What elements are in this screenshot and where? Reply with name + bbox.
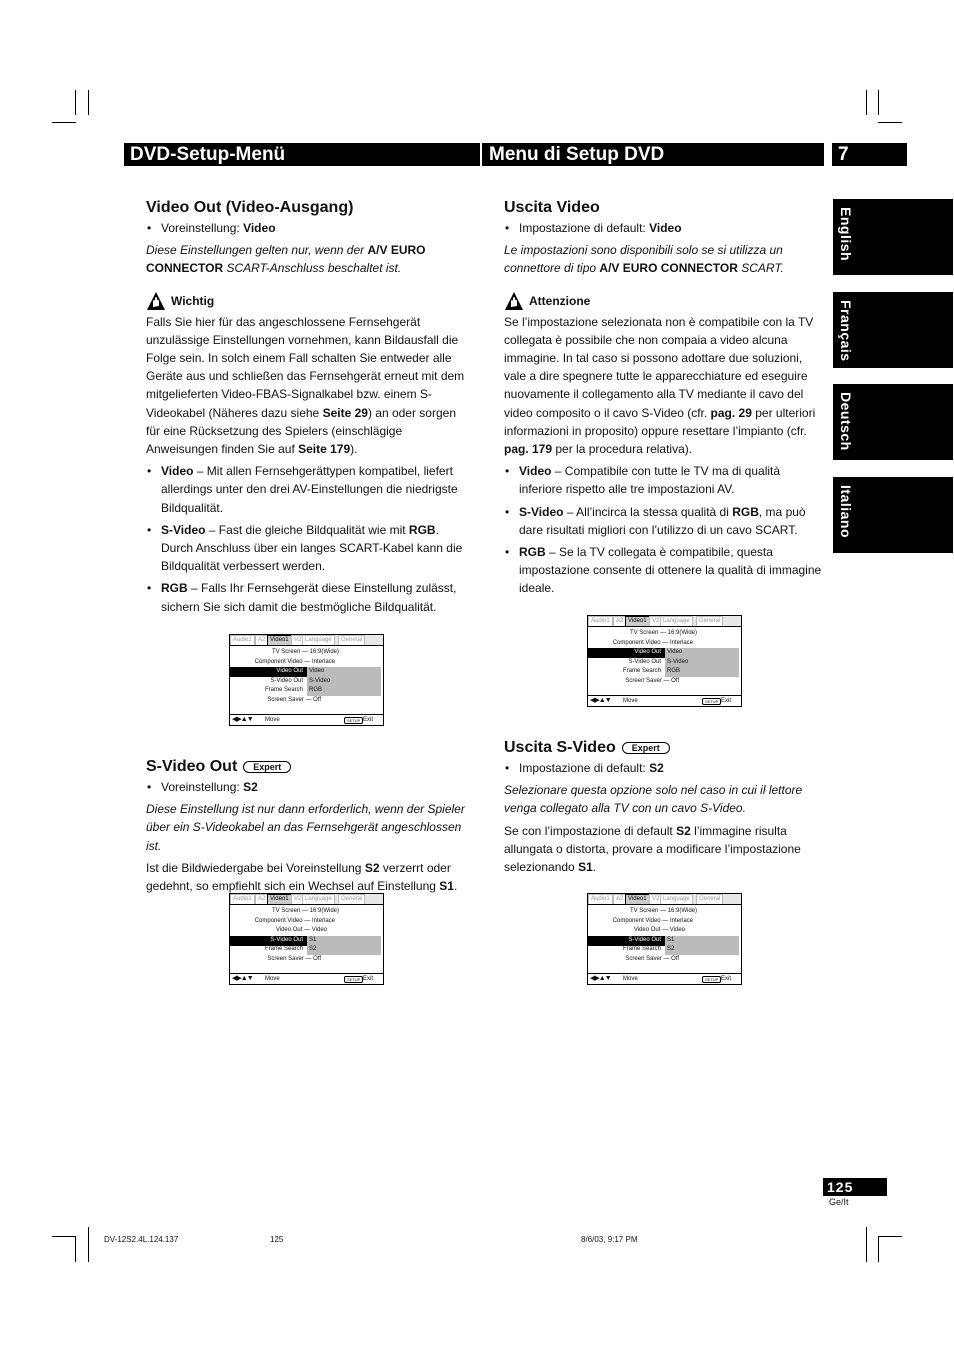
osd-tab: V2 bbox=[649, 894, 662, 904]
header-title-de: DVD-Setup-Menü bbox=[124, 143, 480, 166]
crop-mark bbox=[52, 1236, 76, 1237]
lang-tab-deutsch: Deutsch bbox=[833, 384, 953, 460]
osd-option: S2 bbox=[667, 946, 675, 952]
osd-option: RGB bbox=[309, 687, 323, 693]
osd-tabs bbox=[230, 635, 383, 646]
osd-footer bbox=[588, 973, 741, 984]
osd-tab: Audio1 bbox=[230, 635, 255, 645]
default-setting: • Impostazione di default: S2 bbox=[504, 759, 822, 777]
crop-mark bbox=[878, 122, 902, 123]
arrow-keys-icon: ◀▶▲▼ bbox=[590, 975, 611, 982]
section-title: Uscita S-Video Expert bbox=[504, 738, 822, 758]
osd-move-label: Move bbox=[623, 976, 638, 982]
default-setting: • Voreinstellung: S2 bbox=[146, 778, 466, 796]
osd-item: TV Screen — 16:9(Wide) bbox=[629, 630, 697, 636]
osd-item: Screen Saver — Off bbox=[625, 678, 679, 684]
expert-badge: Expert bbox=[243, 761, 291, 773]
osd-item: S-Video Out bbox=[628, 659, 661, 665]
setup-key-icon: SETUP bbox=[702, 698, 721, 705]
note: Le impostazioni sono disponibili solo se si utilizza un connettore di tipo A/V EURO CONNECTOR SCART. bbox=[504, 243, 784, 276]
osd-exit-label: Exit bbox=[363, 717, 374, 723]
osd-tab: General bbox=[696, 616, 723, 626]
crop-mark bbox=[88, 90, 89, 115]
osd-option: S1 bbox=[667, 937, 675, 943]
osd-tab: A2 bbox=[613, 894, 626, 904]
paragraph: Se con l’impostazione di default S2 l’immagine risulta allungata o distorta, provare a modificare l’impostazione selezionando S1. bbox=[504, 823, 801, 875]
osd-item: Frame Search bbox=[264, 946, 303, 952]
osd-item-selected: S-Video Out bbox=[588, 936, 665, 946]
arrow-keys-icon: ◀▶▲▼ bbox=[232, 975, 253, 982]
list-item: • Video – Mit allen Fernsehgerättypen kompatibel, liefert allerdings unter den drei AV-Einstellungen die niedrigste Bildqualität. bbox=[146, 462, 466, 517]
job-code: DV-12S2.4L.124.137 bbox=[104, 1235, 179, 1244]
osd-item: Frame Search bbox=[622, 668, 661, 674]
osd-tabs bbox=[230, 894, 383, 905]
osd-tab: Audio1 bbox=[588, 616, 613, 626]
osd-tab: Language bbox=[660, 616, 693, 626]
crop-mark bbox=[866, 90, 867, 115]
osd-item-selected: S-Video Out bbox=[230, 936, 307, 946]
de-videoout-section bbox=[146, 198, 466, 620]
osd-tab: General bbox=[338, 894, 365, 904]
osd-exit-label: Exit bbox=[363, 976, 374, 982]
osd-tab: V2 bbox=[649, 616, 662, 626]
it-svideo-section bbox=[504, 738, 822, 880]
osd-option: S-Video bbox=[309, 678, 331, 684]
osd-tab-active: Video1 bbox=[625, 894, 650, 904]
osd-option: Video bbox=[667, 649, 683, 655]
default-setting: • Voreinstellung: Video bbox=[146, 219, 466, 237]
de-svideo-section bbox=[146, 757, 466, 899]
osd-screen-svideo bbox=[229, 893, 384, 985]
osd-move-label: Move bbox=[265, 717, 280, 723]
section-title: S-Video Out Expert bbox=[146, 757, 466, 777]
list-item: • S-Video – All’incirca la stessa qualità di RGB, ma può dare risultati migliori con l’utilizzo di un cavo SCART. bbox=[504, 503, 822, 539]
list-item: • RGB – Falls Ihr Fernsehgerät diese Einstellung zulässt, sichern Sie sich damit die bestmögliche Bildqualität. bbox=[146, 579, 466, 615]
osd-exit-label: Exit bbox=[721, 698, 732, 704]
osd-tab: Language bbox=[302, 635, 335, 645]
osd-item: TV Screen — 16:9(Wide) bbox=[271, 908, 339, 914]
crop-mark bbox=[75, 90, 76, 115]
osd-item: Component Video — Interlace bbox=[254, 918, 335, 924]
osd-screen-svideo bbox=[587, 893, 742, 985]
osd-tab: A2 bbox=[255, 894, 268, 904]
osd-item-selected: Video Out bbox=[230, 667, 307, 677]
osd-tab: A2 bbox=[613, 616, 626, 626]
osd-item: Video Out — Video bbox=[275, 927, 327, 933]
osd-tab-active: Video1 bbox=[625, 616, 650, 626]
crop-mark bbox=[52, 122, 76, 123]
osd-footer bbox=[230, 714, 383, 725]
osd-tab-active: Video1 bbox=[267, 894, 292, 904]
setup-key-icon: SETUP bbox=[344, 717, 363, 724]
section-title: Uscita Video bbox=[504, 199, 600, 216]
osd-option: S1 bbox=[309, 937, 317, 943]
note: Diese Einstellungen gelten nur, wenn der A/V EURO CONNECTOR SCART-Anschluss beschaltet ist. bbox=[146, 243, 426, 276]
osd-screen-videoout bbox=[229, 634, 384, 726]
page-number: 125 bbox=[823, 1178, 887, 1196]
list-item: • RGB – Se la TV collegata è compatibile, questa impostazione consente di ottenere la qualità di immagine ideale. bbox=[504, 543, 822, 598]
osd-tab: General bbox=[696, 894, 723, 904]
osd-tab: Language bbox=[302, 894, 335, 904]
expert-badge: Expert bbox=[622, 742, 670, 754]
list-item: • Video – Compatibile con tutte le TV ma di qualità inferiore rispetto alle tre impostazioni AV. bbox=[504, 462, 822, 498]
arrow-keys-icon: ◀▶▲▼ bbox=[232, 716, 253, 723]
osd-tabs bbox=[588, 616, 741, 627]
it-videoout-section bbox=[504, 198, 822, 602]
crop-mark bbox=[88, 1227, 89, 1262]
osd-tab: A2 bbox=[255, 635, 268, 645]
lang-tab-english: English bbox=[833, 199, 953, 275]
osd-footer bbox=[230, 973, 383, 984]
osd-exit-label: Exit bbox=[721, 976, 732, 982]
setup-key-icon: SETUP bbox=[702, 976, 721, 983]
osd-tab: General bbox=[338, 635, 365, 645]
osd-option: S2 bbox=[309, 946, 317, 952]
osd-move-label: Move bbox=[265, 976, 280, 982]
crop-mark bbox=[878, 1236, 902, 1237]
setup-key-icon: SETUP bbox=[344, 976, 363, 983]
osd-tab: Audio1 bbox=[588, 894, 613, 904]
default-setting: • Impostazione di default: Video bbox=[504, 219, 822, 237]
warning-heading: Attenzione bbox=[504, 291, 822, 311]
page-number-small: 125 bbox=[270, 1235, 284, 1244]
arrow-keys-icon: ◀▶▲▼ bbox=[590, 697, 611, 704]
osd-item: S-Video Out bbox=[270, 678, 303, 684]
osd-option: Video bbox=[309, 668, 325, 674]
osd-tab: Audio1 bbox=[230, 894, 255, 904]
section-title: Video Out (Video-Ausgang) bbox=[146, 199, 354, 216]
osd-item: Component Video — Interlace bbox=[612, 640, 693, 646]
note: Diese Einstellung ist nur dann erforderlich, wenn der Spieler über ein S-Videokabel an das Fernsehgerät angeschlossen ist. bbox=[146, 802, 465, 853]
osd-screen-videoout bbox=[587, 615, 742, 707]
osd-item-selected: Video Out bbox=[588, 648, 665, 658]
osd-item: Screen Saver — Off bbox=[267, 697, 321, 703]
warning-hand-icon bbox=[504, 291, 524, 311]
osd-tab: V2 bbox=[291, 894, 304, 904]
warning-text: Se l’impostazione selezionata non è compatibile con la TV collegata è possibile che non compaia a video alcuna immagine. In tal caso si possono adottare due soluzioni, vale a dire spegnere tutte le apparecchiature ed eseguire nuovamente il collegamento alla TV mediante il cavo del video composito o il cavo S-Video (cfr. pag. 29 per ulteriori informazioni in proposito) oppure resettare l’impianto (cfr. pag. 179 per la procedura relativa). bbox=[504, 314, 816, 457]
crop-mark bbox=[878, 90, 879, 115]
osd-item: TV Screen — 16:9(Wide) bbox=[629, 908, 697, 914]
osd-footer bbox=[588, 695, 741, 706]
crop-mark bbox=[878, 1237, 879, 1262]
warning-hand-icon bbox=[146, 291, 166, 311]
osd-tab: Language bbox=[660, 894, 693, 904]
lang-tab-francais: Français bbox=[833, 292, 953, 368]
chapter-number: 7 bbox=[832, 143, 907, 166]
osd-item: Component Video — Interlace bbox=[612, 918, 693, 924]
lang-tab-italiano: Italiano bbox=[833, 477, 953, 553]
osd-move-label: Move bbox=[623, 698, 638, 704]
warning-text: Falls Sie hier für das angeschlossene Fernsehgerät unzulässige Einstellungen vornehmen, kann Bildausfall die Folge sein. In solch einem Fall schalten Sie entweder alle Geräte aus und schließen das Fernsehgerät erneut mit dem mitgelieferten Video-FBAS-Signalkabel bzw. einem S-Videokabel (Näheres dazu siehe Seite 29) an oder sorgen für eine Rücksetzung des Spielers (einschlägige Anweisungen finden Sie auf Seite 179). bbox=[146, 314, 465, 457]
osd-item: Video Out — Video bbox=[633, 927, 685, 933]
warning-heading: Wichtig bbox=[146, 291, 466, 311]
osd-option: RGB bbox=[667, 668, 681, 674]
osd-item: Screen Saver — Off bbox=[625, 956, 679, 962]
osd-item: Component Video — Interlace bbox=[254, 659, 335, 665]
header-title-it: Menu di Setup DVD bbox=[482, 143, 824, 166]
osd-tab: V2 bbox=[291, 635, 304, 645]
osd-tabs bbox=[588, 894, 741, 905]
osd-tab-active: Video1 bbox=[267, 635, 292, 645]
crop-mark bbox=[866, 1227, 867, 1262]
osd-option: S-Video bbox=[667, 659, 689, 665]
note: Selezionare questa opzione solo nel caso in cui il lettore venga collegato alla TV con un cavo S-Video. bbox=[504, 783, 803, 816]
list-item: • S-Video – Fast die gleiche Bildqualität wie mit RGB. Durch Anschluss über ein langes SCART-Kabel kann die Bildqualität verbessert werden. bbox=[146, 521, 466, 576]
osd-item: Frame Search bbox=[264, 687, 303, 693]
osd-item: TV Screen — 16:9(Wide) bbox=[271, 649, 339, 655]
osd-item: Frame Search bbox=[622, 946, 661, 952]
osd-item: Screen Saver — Off bbox=[267, 956, 321, 962]
print-date: 8/6/03, 9:17 PM bbox=[581, 1235, 638, 1244]
language-code: Ge/It bbox=[829, 1197, 849, 1207]
paragraph: Ist die Bildwiedergabe bei Voreinstellung S2 verzerrt oder gedehnt, so empfiehlt sich ein Wechsel auf Einstellung S1. bbox=[146, 860, 458, 894]
crop-mark bbox=[75, 1237, 76, 1262]
